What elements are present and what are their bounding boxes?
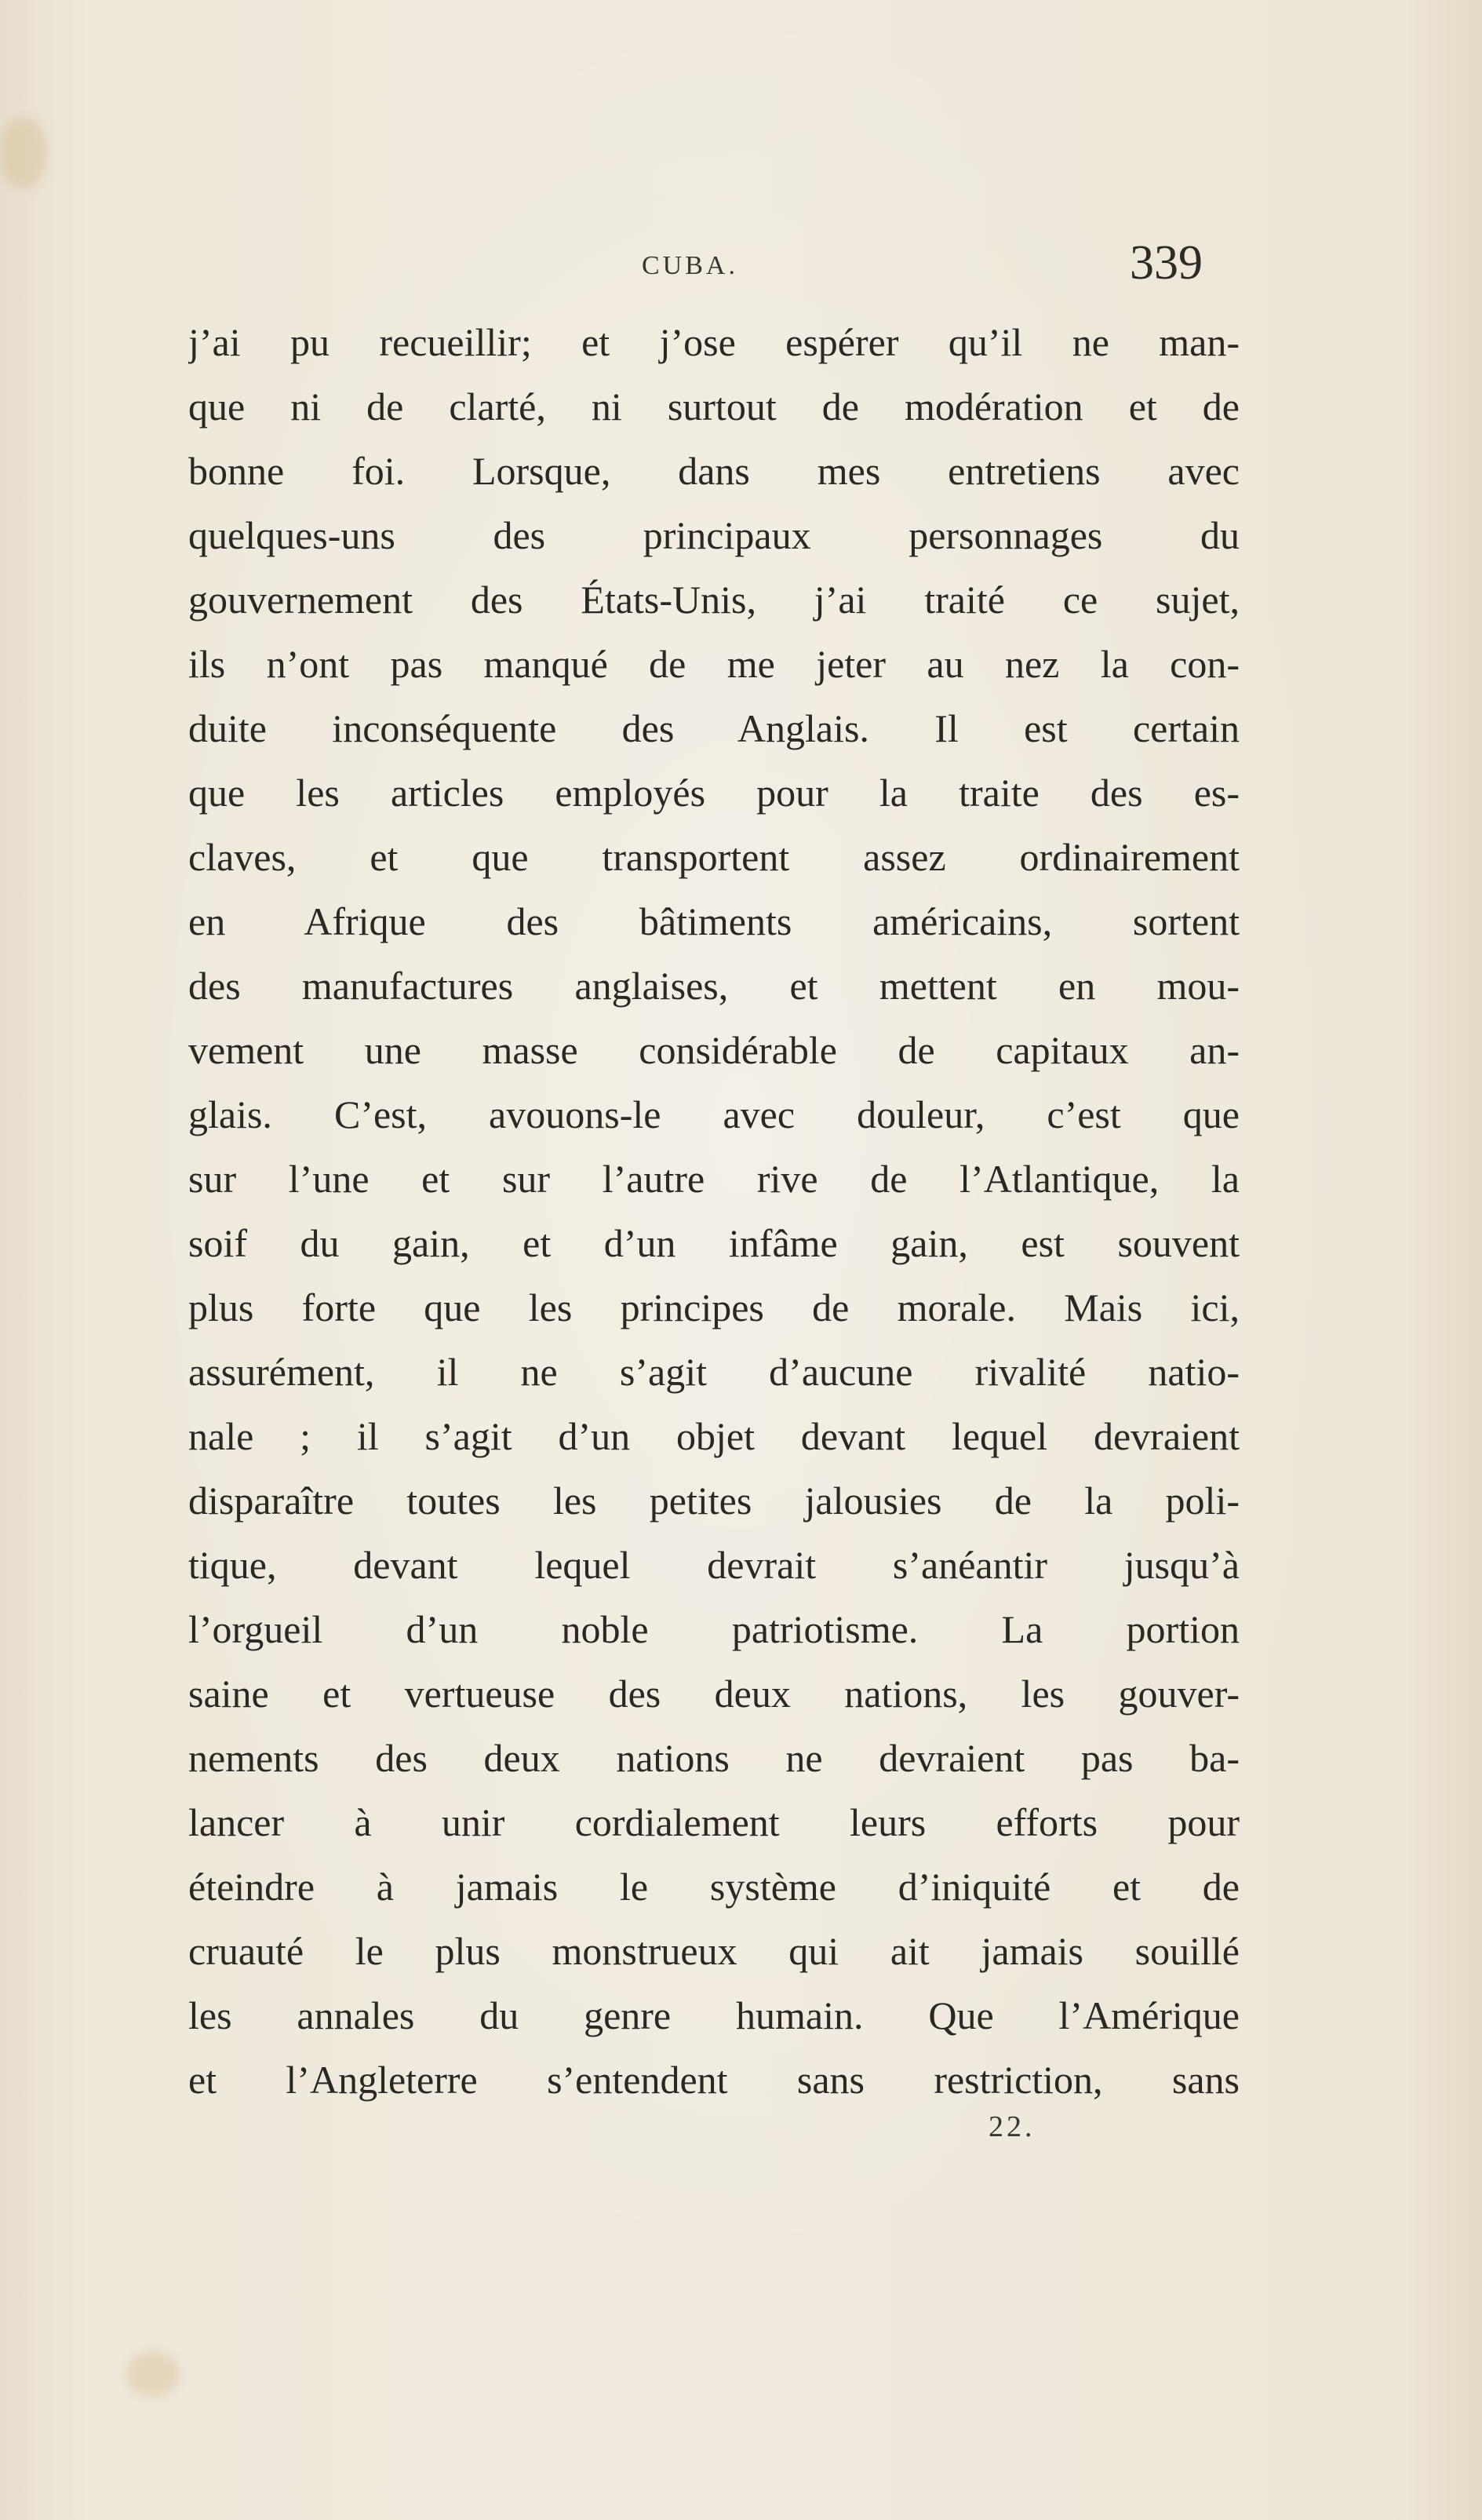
text-line: j’ai pu recueillir; et j’ose espérer qu’il ne man-	[188, 320, 1240, 364]
text-line: tique, devant lequel devrait s’anéantir jusqu’à	[188, 1543, 1240, 1587]
text-line: bonne foi. Lorsque, dans mes entretiens avec	[188, 449, 1240, 493]
page-header	[0, 235, 1482, 298]
text-line: vement une masse considérable de capitaux an-	[188, 1028, 1240, 1072]
running-head: CUBA.	[642, 251, 738, 280]
signature-mark: 22.	[989, 2110, 1036, 2143]
text-line: sur l’une et sur l’autre rive de l’Atlantique, la	[188, 1157, 1240, 1201]
text-line: nale ; il s’agit d’un objet devant lequel devraient	[188, 1414, 1240, 1458]
text-line: duite inconséquente des Anglais. Il est certain	[188, 706, 1240, 750]
text-line: saine et vertueuse des deux nations, les gouver-	[188, 1672, 1240, 1716]
paper-stain	[0, 118, 47, 188]
paper-stain	[126, 2350, 180, 2398]
text-line: soif du gain, et d’un infâme gain, est souvent	[188, 1221, 1240, 1265]
text-line: plus forte que les principes de morale. Mais ici,	[188, 1286, 1240, 1329]
text-line: nements des deux nations ne devraient pas ba-	[188, 1736, 1240, 1780]
page-number: 339	[1130, 236, 1203, 290]
text-line: gouvernement des États-Unis, j’ai traité ce sujet,	[188, 578, 1240, 622]
text-line: éteindre à jamais le système d’iniquité et de	[188, 1865, 1240, 1909]
text-line: et l’Angleterre s’entendent sans restriction, sans	[188, 2058, 1240, 2102]
text-line: ils n’ont pas manqué de me jeter au nez la con-	[188, 642, 1240, 686]
text-line: en Afrique des bâtiments américains, sortent	[188, 899, 1240, 943]
text-line: que les articles employés pour la traite des es-	[188, 771, 1240, 815]
text-line: assurément, il ne s’agit d’aucune rivalité natio-	[188, 1350, 1240, 1394]
text-line: des manufactures anglaises, et mettent en mou-	[188, 964, 1240, 1008]
text-line: claves, et que transportent assez ordinairement	[188, 835, 1240, 879]
text-line: glais. C’est, avouons-le avec douleur, c’est que	[188, 1092, 1240, 1136]
text-line: disparaître toutes les petites jalousies de la poli-	[188, 1479, 1240, 1523]
text-line: l’orgueil d’un noble patriotisme. La portion	[188, 1607, 1240, 1651]
text-line: lancer à unir cordialement leurs efforts pour	[188, 1800, 1240, 1844]
body-text	[188, 310, 1240, 2112]
text-line: les annales du genre humain. Que l’Amérique	[188, 1993, 1240, 2037]
text-line: que ni de clarté, ni surtout de modération et de	[188, 385, 1240, 429]
text-line: quelques-uns des principaux personnages du	[188, 513, 1240, 557]
text-line: cruauté le plus monstrueux qui ait jamais souillé	[188, 1929, 1240, 1973]
